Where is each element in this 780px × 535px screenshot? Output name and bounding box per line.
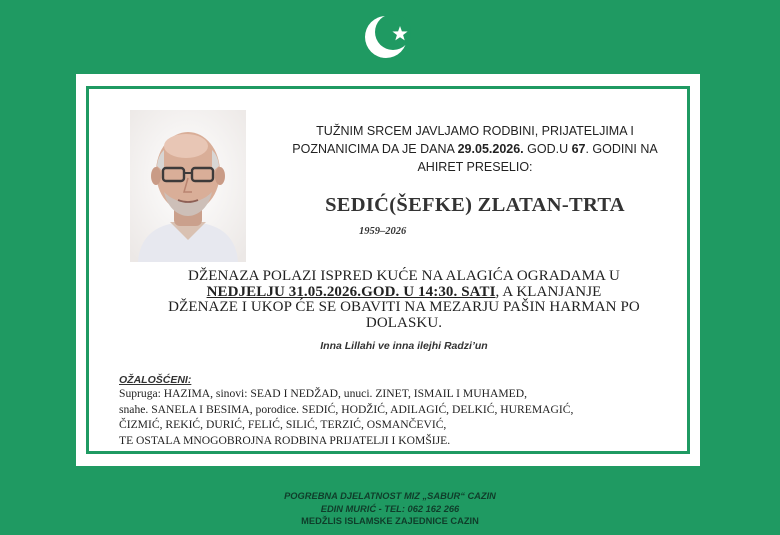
mourners-section xyxy=(119,374,679,448)
mourners-title: OŽALOŠĆENI: xyxy=(119,374,192,386)
death-date: 29.05.2026. xyxy=(457,142,524,156)
funeral-line-2 xyxy=(129,285,679,301)
footer-line-3: MEDŽLIS ISLAMSKE ZAJEDNICE CAZIN xyxy=(301,516,479,526)
intro-line-2-start: POZNANICIMA DA JE DANA xyxy=(292,142,458,156)
intro-line-3: AHIRET PRESELIO: xyxy=(417,160,533,174)
mourners-line: Supruga: HAZIMA, sinovi: SEAD I NEDŽAD, unuci. ZINET, ISMAIL I MUHAMED, xyxy=(119,387,527,400)
life-years: 1959–2026 xyxy=(359,226,407,237)
funeral-line-1: DŽENAZA POLAZI ISPRED KUĆE NA ALAGIĆA OGRADAMA U xyxy=(188,268,620,284)
deceased-name: SEDIĆ(ŠEFKE) ZLATAN-TRTA xyxy=(325,194,625,216)
intro-line-2-end: . GODINI NA xyxy=(585,142,658,156)
funeral-date-time: NEDJELJU 31.05.2026.GOD. U 14:30. SATI xyxy=(206,283,496,300)
intro-text xyxy=(263,122,687,176)
footer xyxy=(0,490,780,528)
intro-line-1: TUŽNIM SRCEM JAVLJAMO RODBINI, PRIJATELJIMA I xyxy=(316,124,634,138)
intro-line-2 xyxy=(263,140,687,158)
obituary-card xyxy=(76,74,700,466)
footer-line-1: POGREBNA DJELATNOST MIZ „SABUR“ CAZIN xyxy=(284,491,496,501)
funeral-line-3: DŽENAZE I UKOP ĆE SE OBAVITI NA MEZARJU PAŠIN HARMAN PO xyxy=(168,299,640,315)
deceased-portrait-photo xyxy=(130,110,246,262)
funeral-info xyxy=(129,269,679,331)
prayer-text: Inna Lillahi ve inna ilejhi Radzi’un xyxy=(320,340,488,352)
obituary-frame xyxy=(86,86,690,454)
funeral-line-2-rest: , A KLANJANJE xyxy=(495,283,602,300)
footer-line-2: EDIN MURIĆ - TEL: 062 162 266 xyxy=(320,503,460,514)
funeral-line-4: DOLASKU. xyxy=(365,314,443,331)
crescent-star-icon xyxy=(362,10,414,62)
mourners-line: ČIZMIĆ, REKIĆ, DURIĆ, FELIĆ, SILIĆ, TERZIĆ, OSMANČEVIĆ, xyxy=(119,418,447,431)
mourners-line: snahe. SANELA I BESIMA, porodice. SEDIĆ, HODŽIĆ, ADILAGIĆ, DELKIĆ, HUREMAGIĆ, xyxy=(119,402,574,416)
intro-line-2-mid: GOD.U xyxy=(523,142,572,156)
mourners-line: TE OSTALA MNOGOBROJNA RODBINA PRIJATELJI I KOMŠIJE. xyxy=(119,433,451,447)
age-value: 67 xyxy=(571,142,586,156)
